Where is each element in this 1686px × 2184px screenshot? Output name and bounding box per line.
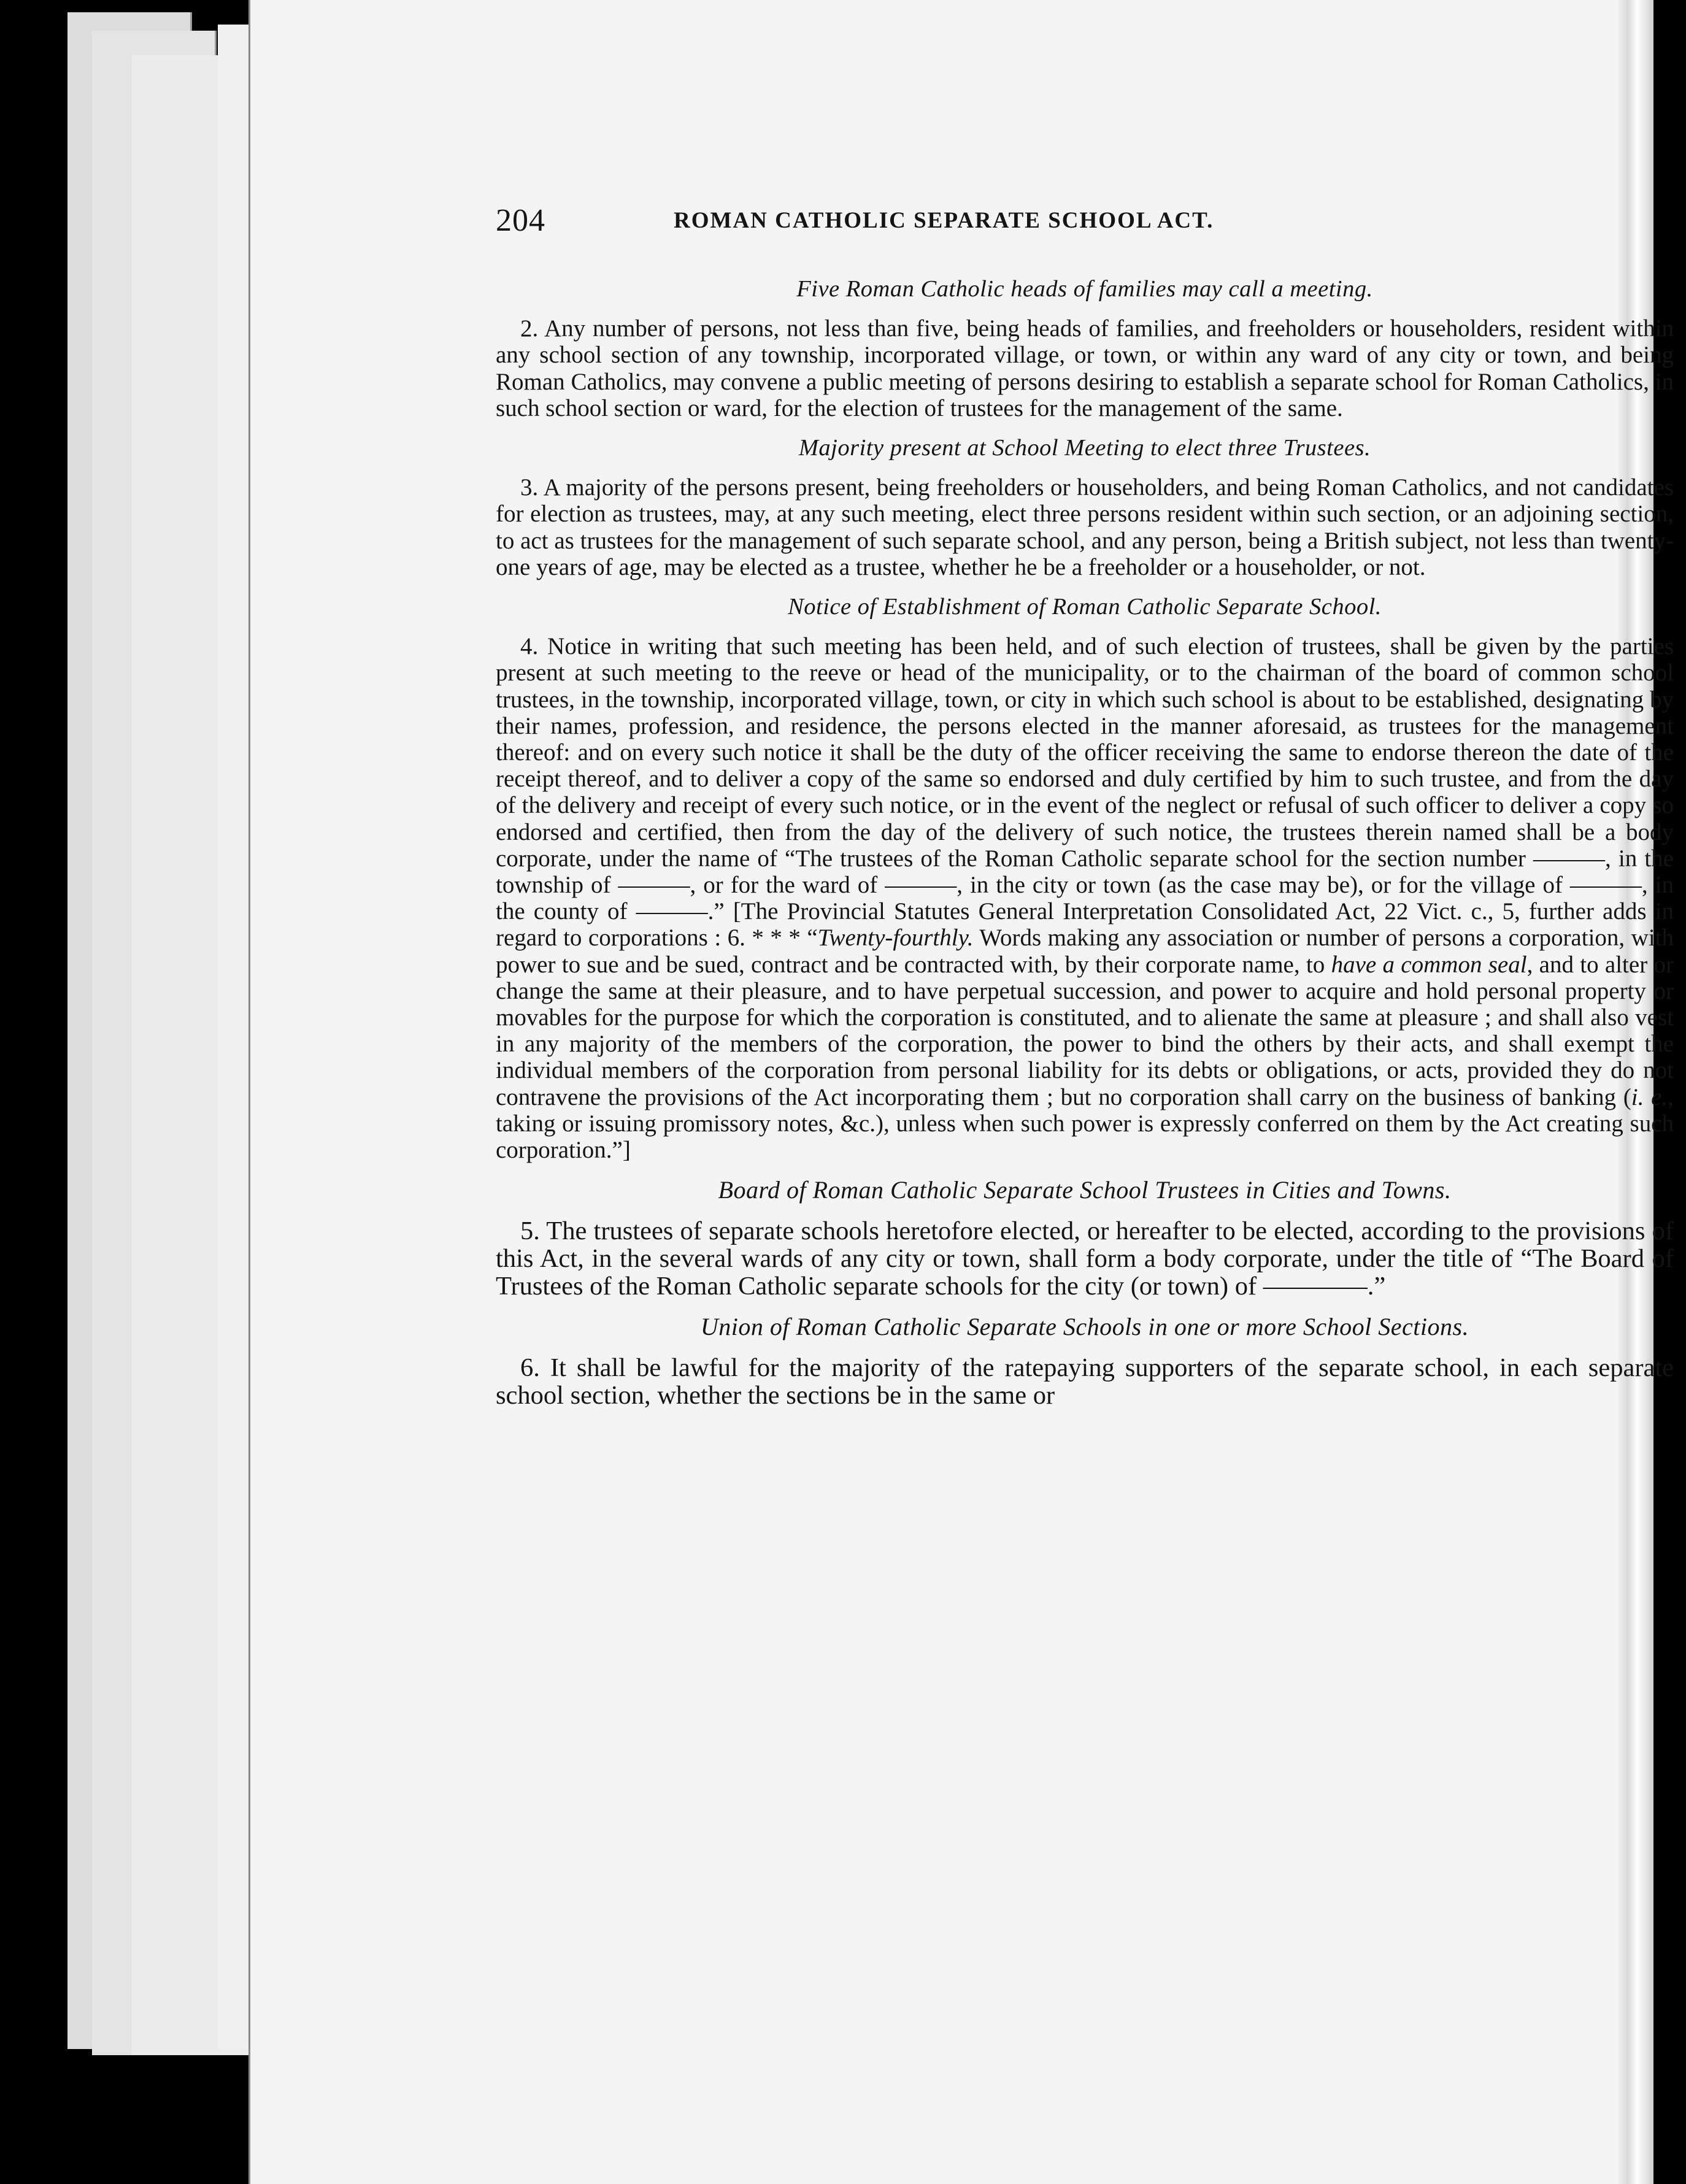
running-title: ROMAN CATHOLIC SEPARATE SCHOOL ACT. [674,208,1214,233]
section-heading: Five Roman Catholic heads of families may call a meeting. [796,276,1373,302]
section-paragraph [496,1217,1674,1300]
section-text-italic: Twenty-fourthly. [817,925,974,952]
page-header [496,202,1674,252]
section-text: The trustees of separate schools heretofore elected, or hereafter to be elected, according to the provisions of this Act, in the several wards of any city or town, shall form a body corporate, under the title of “The Board of Trustees of the Roman Catholic separate schools for the city (or town) of ————.” [496,1217,1674,1301]
section-number: 2. [520,315,539,342]
section-heading: Majority present at School Meeting to elect three Trustees. [798,435,1371,461]
section-paragraph [496,633,1674,1163]
book-page [248,0,1674,2184]
section-text: A majority of the persons present, being freeholders or householders, and being Roman Catholics, and not candidates for election as trustees, may, at any such meeting, elect three persons resident within such section, or an adjoining section, to act as trustees for the management of such separate school, and any person, being a British subject, not less than twenty-one years of age, may be elected as a trustee, whether he be a freeholder or a householder, or not. [496,474,1674,580]
section-number: 5. [520,1217,540,1246]
section-text-italic: have a common seal [1331,951,1527,978]
section-paragraph [496,1354,1674,1409]
section-heading: Union of Roman Catholic Separate Schools in one or more School Sections. [700,1313,1469,1341]
section-text: , and to alter or change the same at their pleasure, and to have perpetual succession, and power to acquire and hold personal property or movables for the purpose for which the corporation is constituted, and to alienate the same at pleasure ; and shall also vest in any majority of the members of the corporation, the power to bind the others by their acts, and shall exempt the individual members of the corporation from personal liability for its debts or obligations, or acts, provided they do not contravene the provisions of the Act incorporating them ; but no corporation shall carry on the business of banking ( [496,951,1674,1110]
section-paragraph [496,474,1674,580]
section-text: Any number of persons, not less than five, being heads of families, and freeholders or householders, resident within any school section of any township, incorporated village, or town, or within any ward of any city or town, and being Roman Catholics, may convene a public meeting of persons desiring to establish a separate school for Roman Catholics, in such school section or ward, for the election of trustees for the management of the same. [496,315,1674,421]
section-text: Words making any association or number of persons a corporation, with power to sue and be sued, contract and be contracted with, by their corporate name, to [496,925,1674,978]
section-text: It shall be lawful for the majority of the ratepaying supporters of the separate school, in each separate school section, whether the sections be in the same or [496,1353,1674,1410]
section-number: 6. [520,1353,540,1383]
section-heading: Board of Roman Catholic Separate School Trustees in Cities and Towns. [718,1176,1452,1204]
section-number: 3. [520,474,539,501]
page-number: 204 [496,203,545,238]
section-number: 4. [520,633,539,660]
section-paragraph [496,315,1674,421]
section-text: Notice in writing that such meeting has been held, and of such election of trustees, shall be given by the parties present at such meeting to the reeve or head of the municipality, or to the chairman of the board of common school trustees, in the township, incorporated village, town, or city in which such school is about to be established, designating by their names, profession, and residence, the persons elected in the manner aforesaid, as trustees for the management thereof: and on every such notice it shall be the duty of the officer receiving the same to endorse thereon the date of the receipt thereof, and to deliver a copy of the same so endorsed and duly certified by him to such trustee, and from the day of the delivery and receipt of every such notice, or in the event of the neglect or refusal of such officer to deliver a copy so endorsed and certified, then from the day of the delivery of such notice, the trustees therein named shall be a body corporate, under the name of “The trustees of the Roman Catholic separate school for the section number ———, in the township of ———, or for the ward of ———, in the city or town (as the case may be), or for the village of ———, in the county of ———.” [The Provincial Statutes General Interpretation Consolidated Act, 22 Vict. c., 5, further adds in regard to corporations : 6. * * * “ [496,633,1674,952]
section-heading: Notice of Establishment of Roman Catholic Separate School. [788,594,1382,620]
page-content [496,202,1674,1409]
section-text-italic: i. e. [1631,1083,1668,1110]
section-text: , taking or issuing promissory notes, &c.), unless when such power is expressly conferred on them by the Act creating such corporation.”] [496,1083,1674,1164]
